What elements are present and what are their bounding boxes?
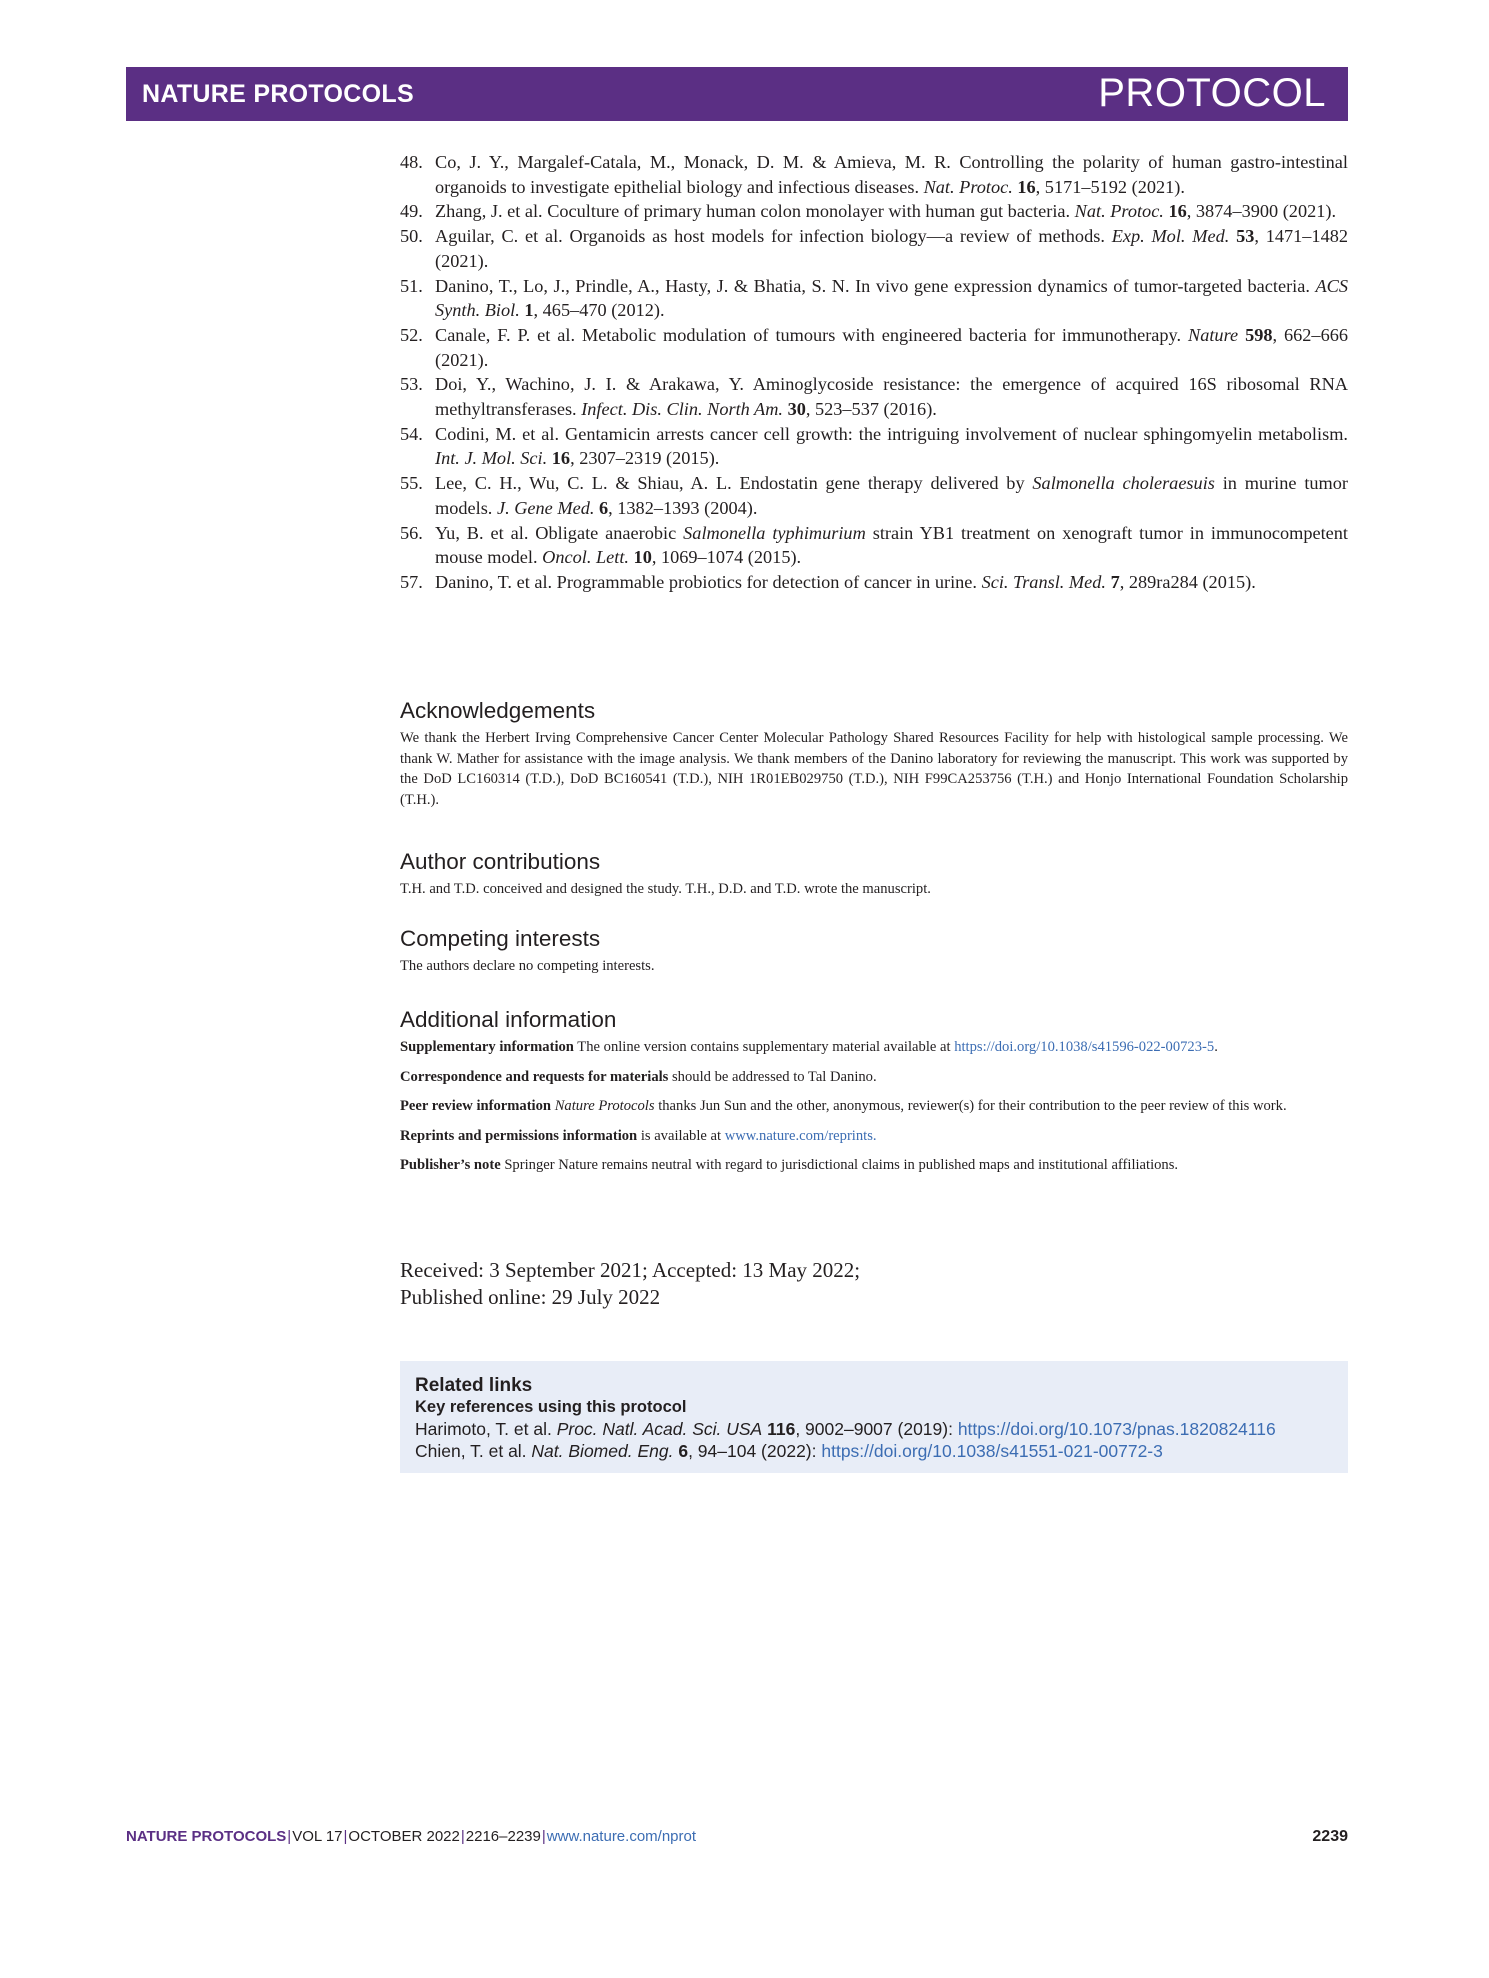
header-banner [126,67,1348,121]
footer-date: OCTOBER 2022 [348,1828,460,1845]
publisher-note: Publisher’s note Springer Nature remains neutral with regard to jurisdictional claims in published maps and institutional affiliations. [400,1157,1179,1173]
reference-item: 52. Canale, F. P. et al. Metabolic modulation of tumours with engineered bacteria for immunotherapy. Nature 598, 662–666 (2021). [400,324,1348,370]
related-link-item: Chien, T. et al. Nat. Biomed. Eng. 6, 94–104 (2022): https://doi.org/10.1038/s41551-021-00772-3 [415,1441,1163,1461]
reprints-link[interactable]: www.nature.com/reprints. [724,1127,877,1144]
reference-item: 51. Danino, T., Lo, J., Prindle, A., Hasty, J. & Bhatia, S. N. In vivo gene expression dynamics of tumor-targeted bacteria. ACS Synth. Biol. 1, 465–470 (2012). [400,275,1348,321]
additional-information [400,1037,1348,1185]
reference-item: 54. Codini, M. et al. Gentamicin arrests cancer cell growth: the intriguing involvement of nuclear sphingomyelin metabolism. Int. J. Mol. Sci. 16, 2307–2319 (2015). [400,423,1348,469]
author-contributions-text: T.H. and T.D. conceived and designed the study. T.H., D.D. and T.D. wrote the manuscript. [400,881,931,897]
reprints-info: Reprints and permissions information is available at www.nature.com/reprints. [400,1127,877,1144]
related-link-item: Harimoto, T. et al. Proc. Natl. Acad. Sci. USA 116, 9002–9007 (2019): https://doi.org/10.1073/pnas.1820824116 [415,1419,1276,1439]
footer-pages: 2216–2239 [465,1828,541,1845]
page-number: 2239 [1312,1828,1348,1845]
related-link-url[interactable]: https://doi.org/10.1038/s41551-021-00772-3 [821,1441,1163,1461]
footer-url[interactable]: www.nature.com/nprot [546,1828,697,1845]
footer-volume: VOL 17 [292,1828,343,1845]
related-links-box [400,1361,1348,1473]
reference-item: 48. Co, J. Y., Margalef-Catala, M., Monack, D. M. & Amieva, M. R. Controlling the polarity of human gastro-intestinal organoids to investigate epithelial biology and infectious diseases. Nat. Protoc. 16, 5171–5192 (2021). [400,152,1348,197]
additional-information-heading: Additional information [400,1007,617,1032]
peer-review-info: Peer review information Nature Protocols thanks Jun Sun and the other, anonymous, reviewer(s) for their contribution to the peer review of this work. [400,1098,1287,1114]
reference-item: 53. Doi, Y., Wachino, J. I. & Arakawa, Y. Aminoglycoside resistance: the emergence of acquired 16S ribosomal RNA methyltransferases. Infect. Dis. Clin. North Am. 30, 523–537 (2016). [400,374,1348,420]
correspondence-info: Correspondence and requests for materials should be addressed to Tal Danino. [400,1068,877,1085]
author-contributions-heading: Author contributions [400,849,601,874]
related-links-heading: Related links [415,1375,533,1396]
reference-item: 50. Aguilar, C. et al. Organoids as host models for infection biology—a review of methods. Exp. Mol. Med. 53, 1471–1482 (2021). [400,226,1348,271]
reference-list [400,150,1348,595]
acknowledgements-heading: Acknowledgements [400,698,596,723]
supplementary-link[interactable]: https://doi.org/10.1038/s41596-022-00723-5 [954,1039,1215,1055]
published-online: Published online: 29 July 2022 [400,1285,661,1309]
competing-interests-heading: Competing interests [400,926,601,951]
page-footer: NATURE PROTOCOLS|VOL 17|OCTOBER 2022|2216–2239|www.nature.com/nprot 2239 [126,1828,1348,1845]
journal-name: NATURE PROTOCOLS [142,80,414,108]
footer-journal: NATURE PROTOCOLS [126,1828,287,1845]
reference-item: 49. Zhang, J. et al. Coculture of primary human colon monolayer with human gut bacteria. Nat. Protoc. 16, 3874–3900 (2021). [400,201,1337,222]
article-type: PROTOCOL [1098,71,1326,115]
reference-item: 57. Danino, T. et al. Programmable probiotics for detection of cancer in urine. Sci. Transl. Med. 7, 289ra284 (2015). [400,571,1256,592]
reference-item: 55. Lee, C. H., Wu, C. L. & Shiau, A. L. Endostatin gene therapy delivered by Salmonella choleraesuis in murine tumor models. J. Gene Med. 6, 1382–1393 (2004). [400,473,1348,518]
acknowledgements-text: We thank the Herbert Irving Comprehensive Cancer Center Molecular Pathology Shared Resources Facility for help with histological sample processing. We thank W. Mather for assistance with the image analysis. We thank members of the Danino laboratory for reviewing the manuscript. This work was supported by the DoD LC160314 (T.D.), DoD BC160541 (T.D.), NIH 1R01EB029750 (T.D.), NIH F99CA253756 (T.H.) and Honjo International Foundation Scholarship (T.H.). [400,730,1348,808]
received-accepted: Received: 3 September 2021; Accepted: 13 May 2022; [400,1258,861,1282]
related-links-subheading: Key references using this protocol [415,1398,687,1416]
related-link-url[interactable]: https://doi.org/10.1073/pnas.1820824116 [957,1419,1276,1439]
reference-item: 56. Yu, B. et al. Obligate anaerobic Salmonella typhimurium strain YB1 treatment on xenograft tumor in immunocompetent mouse model. Oncol. Lett. 10, 1069–1074 (2015). [400,522,1348,568]
supplementary-info: Supplementary information The online version contains supplementary material available at https://doi.org/10.1038/s41596-022-00723-5. [400,1039,1218,1055]
competing-interests-text: The authors declare no competing interests. [400,958,655,974]
article-dates [400,1257,860,1311]
